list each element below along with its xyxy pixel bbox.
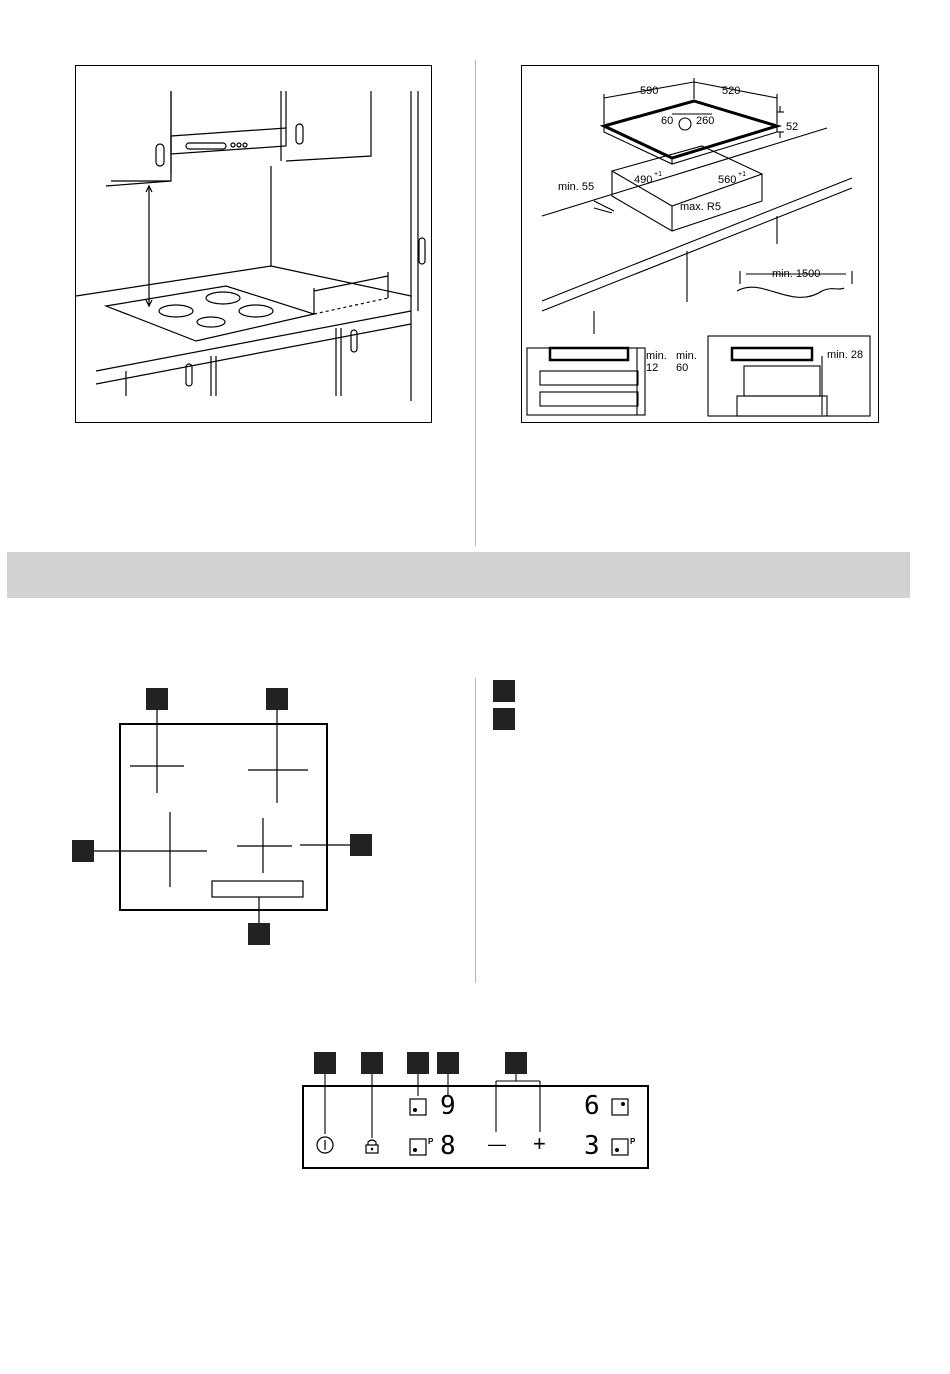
zone-select-icon[interactable] xyxy=(611,1138,629,1156)
pause-indicator: P xyxy=(428,1137,434,1146)
display-bottom-right: 3 xyxy=(584,1131,600,1161)
zone-select-icon[interactable] xyxy=(611,1098,629,1116)
lock-icon[interactable] xyxy=(364,1138,380,1154)
dim-clearance-value-b: 60 xyxy=(676,362,689,374)
dim-connection-right: 260 xyxy=(696,115,715,127)
minus-icon[interactable]: — xyxy=(488,1134,506,1154)
dim-max-radius: max. R5 xyxy=(680,201,721,213)
zone-select-icon[interactable] xyxy=(409,1138,427,1156)
dim-cable-length: min. 1500 xyxy=(772,268,821,280)
dim-hob-height: 52 xyxy=(786,121,799,133)
dim-hob-width: 590 xyxy=(640,85,659,97)
dim-clearance-oven: min. 28 xyxy=(827,349,864,361)
dim-cutout-width-tol: +1 xyxy=(738,171,746,178)
plus-icon[interactable]: + xyxy=(533,1131,546,1156)
display-bottom-left: 8 xyxy=(440,1131,456,1161)
dim-cutout-width: 560 xyxy=(718,174,737,186)
dim-clearance-label-b: min. xyxy=(676,350,697,362)
dim-connection-left: 60 xyxy=(661,115,674,127)
display-top-right: 6 xyxy=(584,1091,600,1121)
dim-cutout-depth: 490 xyxy=(634,174,653,186)
dim-cutout-depth-tol: +1 xyxy=(654,171,662,178)
power-icon[interactable] xyxy=(316,1136,334,1154)
pause-indicator: P xyxy=(630,1137,636,1146)
dim-clearance-label-a: min. xyxy=(646,350,667,362)
zone-select-icon[interactable] xyxy=(409,1098,427,1116)
dim-min-front: min. 55 xyxy=(558,181,595,193)
dim-hob-depth: 520 xyxy=(722,85,741,97)
display-top-left: 9 xyxy=(440,1091,456,1121)
dim-clearance-value-a: 12 xyxy=(646,362,659,374)
